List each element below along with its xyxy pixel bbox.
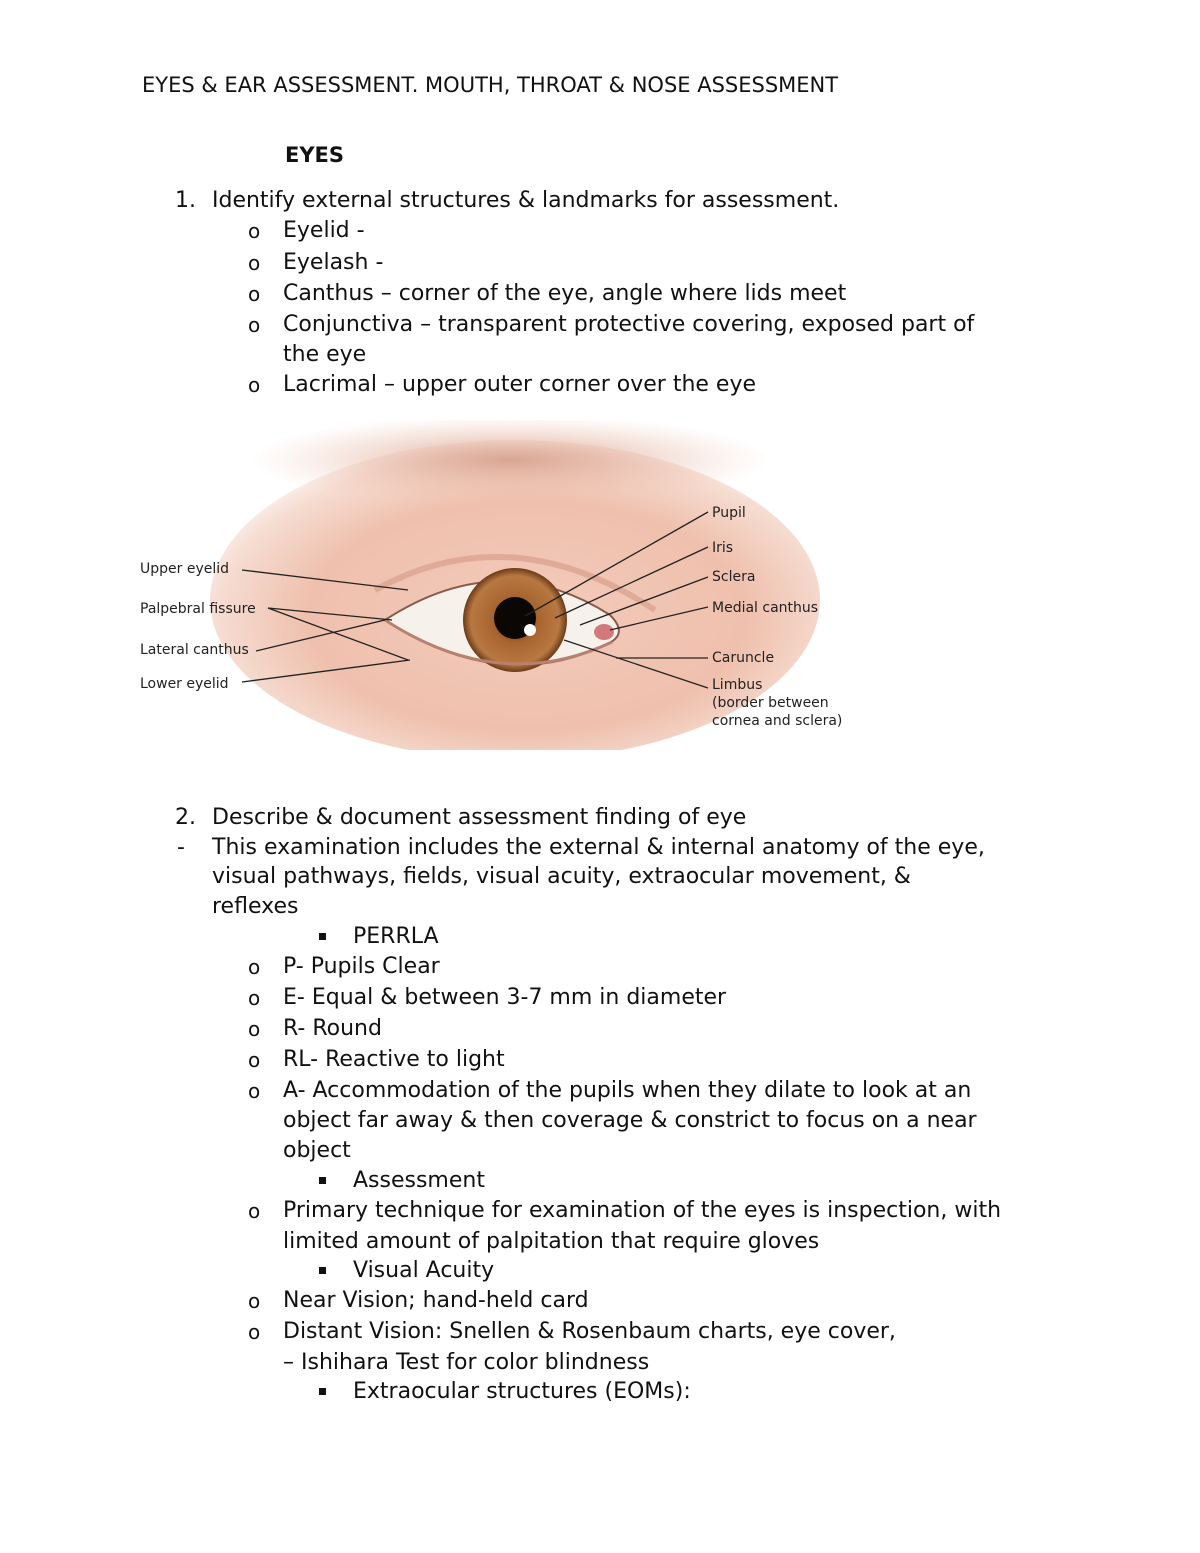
bullet-o: o	[248, 1320, 261, 1344]
sub-item-continuation: the eye	[283, 342, 367, 367]
dash-bullet: -	[177, 835, 185, 860]
square-bullet	[319, 1388, 326, 1395]
list-number: 1.	[175, 188, 196, 213]
sub-item-continuation: limited amount of palpitation that require gloves	[283, 1229, 820, 1254]
label-lateral-canthus: Lateral canthus	[140, 642, 249, 658]
document-header: EYES & EAR ASSESSMENT. MOUTH, THROAT & NOSE ASSESSMENT	[142, 73, 839, 97]
sub-item-continuation: – Ishihara Test for color blindness	[283, 1350, 650, 1375]
label-caruncle: Caruncle	[712, 650, 775, 666]
sub-item: Eyelash -	[283, 250, 384, 275]
sub-item: Distant Vision: Snellen & Rosenbaum charts, eye cover,	[283, 1319, 896, 1344]
sub-item-continuation: object far away & then coverage & constrict to focus on a near	[283, 1108, 977, 1133]
label-medial-canthus: Medial canthus	[712, 600, 819, 616]
bullet-o: o	[248, 373, 261, 397]
section-title: EYES	[285, 143, 345, 167]
label-limbus: Limbus	[712, 677, 763, 693]
sub-item: P- Pupils Clear	[283, 954, 440, 979]
sub-item: Lacrimal – upper outer corner over the eye	[283, 372, 757, 397]
bullet-o: o	[248, 219, 261, 243]
sub-item: A- Accommodation of the pupils when they dilate to look at an	[283, 1078, 972, 1103]
label-palpebral-fissure: Palpebral fissure	[140, 601, 256, 617]
label-lower-eyelid: Lower eyelid	[140, 676, 229, 692]
bullet-o: o	[248, 986, 261, 1010]
square-bullet	[319, 1267, 326, 1274]
dash-item-continuation: reflexes	[212, 894, 299, 919]
list-number: 2.	[175, 805, 196, 830]
pupil-highlight	[524, 624, 536, 636]
label-upper-eyelid: Upper eyelid	[140, 561, 230, 577]
sub-item: RL- Reactive to light	[283, 1047, 505, 1072]
bullet-o: o	[248, 1079, 261, 1103]
eye-anatomy-figure	[130, 420, 870, 750]
subheading-eoms: Extraocular structures (EOMs):	[353, 1379, 691, 1404]
label-sclera: Sclera	[712, 569, 756, 585]
square-bullet	[319, 1177, 326, 1184]
caruncle-shape	[594, 624, 614, 640]
bullet-o: o	[248, 1017, 261, 1041]
sub-item: Conjunctiva – transparent protective covering, exposed part of	[283, 312, 975, 337]
label-limbus-line2: (border between	[712, 695, 829, 711]
sub-item: R- Round	[283, 1016, 382, 1041]
sub-item: Canthus – corner of the eye, angle where lids meet	[283, 281, 847, 306]
subheading-visual-acuity: Visual Acuity	[353, 1258, 495, 1283]
dash-item-continuation: visual pathways, fields, visual acuity, extraocular movement, &	[212, 864, 911, 889]
sub-item: E- Equal & between 3-7 mm in diameter	[283, 985, 727, 1010]
bullet-o: o	[248, 313, 261, 337]
sub-item: Near Vision; hand-held card	[283, 1288, 589, 1313]
bullet-o: o	[248, 251, 261, 275]
bullet-o: o	[248, 1199, 261, 1223]
label-iris: Iris	[712, 540, 734, 556]
sub-item-continuation: object	[283, 1138, 351, 1163]
sub-item: Primary technique for examination of the eyes is inspection, with	[283, 1198, 1002, 1223]
list-item: Identify external structures & landmarks for assessment.	[212, 188, 840, 213]
label-pupil: Pupil	[712, 505, 746, 521]
subheading-assessment: Assessment	[353, 1168, 485, 1193]
sub-item: Eyelid -	[283, 218, 365, 243]
bullet-o: o	[248, 282, 261, 306]
bullet-o: o	[248, 1048, 261, 1072]
bullet-o: o	[248, 955, 261, 979]
label-limbus-line3: cornea and sclera)	[712, 713, 843, 729]
subheading-perrla: PERRLA	[353, 924, 439, 949]
list-item: Describe & document assessment finding of eye	[212, 805, 747, 830]
bullet-o: o	[248, 1289, 261, 1313]
square-bullet	[319, 933, 326, 940]
dash-item: This examination includes the external & internal anatomy of the eye,	[212, 835, 985, 860]
